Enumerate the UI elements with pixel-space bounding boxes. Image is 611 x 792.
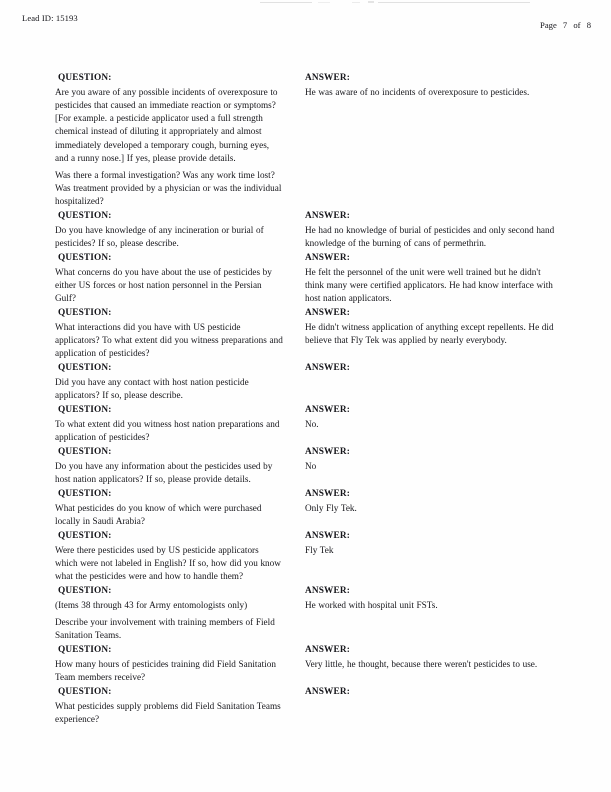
answer-label: ANSWER: [305,447,350,457]
answer-column [305,585,555,612]
question-column [55,404,283,444]
question-label: QUESTION: [58,645,112,655]
question-label: QUESTION: [58,211,112,221]
answer-label: ANSWER: [305,687,350,697]
question-text: What interactions did you have with US pesticide applicators? To what extent did you witness preparations and application of pesticides? [55,322,283,359]
qa-body [0,72,611,728]
answer-text: He worked with hospital unit FSTs. [305,600,438,611]
question-column [55,488,283,528]
question-label: QUESTION: [58,687,112,697]
page-total: 8 [586,20,591,30]
question-text: Describe your involvement with training members of Field Sanitation Teams. [55,617,275,641]
question-text: Do you have knowledge of any incineration or burial of pesticides? If so, please describe. [55,225,264,249]
question-label: QUESTION: [58,586,112,596]
answer-label: ANSWER: [305,253,350,263]
question-text: How many hours of pesticides training did Field Sanitation Team members receive? [55,659,276,683]
question-column [55,530,283,583]
question-text: What concerns do you have about the use of pesticides by either US forces or host nation personnel in the Persian Gulf? [55,267,272,304]
qa-row [0,530,611,585]
question-text: To what extent did you witness host nation preparations and application of pesticides? [55,419,280,443]
answer-label: ANSWER: [305,363,350,373]
question-text: Did you have any contact with host nation pesticide applicators? If so, please describe. [55,377,249,401]
answer-label: ANSWER: [305,211,350,221]
answer-text: He was aware of no incidents of overexposure to pesticides. [305,87,530,98]
question-column [55,585,283,642]
qa-row [0,686,611,728]
answer-label: ANSWER: [305,586,350,596]
page-current: 7 [562,20,568,30]
answer-text: He didn't witness application of anything except repellents. He did believe that Fly Tek was applied by nearly everybody. [305,322,554,346]
answer-column [305,446,555,473]
qa-row [0,307,611,362]
answer-label: ANSWER: [305,531,350,541]
answer-column [305,307,555,347]
answer-text: He felt the personnel of the unit were well trained but he didn't think many were certified applicators. He had know interface with host nation applicators. [305,267,553,304]
answer-label: ANSWER: [305,645,350,655]
answer-text: No [305,461,317,472]
question-column [55,210,283,250]
answer-text: He had no knowledge of burial of pesticides and only second hand knowledge of the burning of cans of permethrin. [305,225,555,249]
question-column [55,686,283,726]
qa-row [0,585,611,644]
answer-label: ANSWER: [305,308,350,318]
question-column [55,307,283,360]
question-text: (Items 38 through 43 for Army entomologists only) [55,600,248,611]
question-text: Were there pesticides used by US pesticide applicators which were not labeled in English? If so, how did you know what the pesticides were and how to handle them? [55,545,281,582]
qa-row [0,72,611,210]
document-header [0,0,611,46]
qa-row [0,404,611,446]
question-column [55,252,283,305]
page-number-indicator [538,20,593,30]
answer-text: Only Fly Tek. [305,503,357,514]
answer-column [305,362,555,376]
question-text: What pesticides supply problems did Field Sanitation Teams experience? [55,701,281,725]
answer-text: Very little, he thought, because there weren't pesticides to use. [305,659,538,670]
question-column [55,72,283,208]
question-text: Was there a formal investigation? Was any work time lost? Was treatment provided by a physician or was the individual hospitalized? [55,169,282,206]
answer-column [305,686,555,700]
answer-label: ANSWER: [305,489,350,499]
question-label: QUESTION: [58,308,112,318]
qa-row [0,210,611,252]
qa-row [0,488,611,530]
lead-id: Lead ID: 15193 [22,13,78,23]
answer-label: ANSWER: [305,405,350,415]
question-label: QUESTION: [58,447,112,457]
page-of-label: of [573,20,581,30]
answer-column [305,530,555,557]
answer-column [305,488,555,515]
question-text: Are you aware of any possible incidents of overexposure to pesticides that caused an immediate reaction or symptoms? [For example. a pesticide applicator used a full strength chemical instead of diluting it appropriately and almost immediately developed a temporary cough, burning eyes, and a runny nose.] If yes, please provide details. [55,87,278,163]
question-text: What pesticides do you know of which were purchased locally in Saudi Arabia? [55,503,262,527]
page-label: Page [540,20,557,30]
answer-label: ANSWER: [305,73,350,83]
question-label: QUESTION: [58,531,112,541]
answer-column [305,404,555,431]
answer-column [305,72,555,99]
question-label: QUESTION: [58,363,112,373]
answer-column [305,210,555,250]
question-label: QUESTION: [58,489,112,499]
question-column [55,644,283,684]
qa-row [0,446,611,488]
question-text: Do you have any information about the pesticides used by host nation applicators? If so, please provide details. [55,461,273,485]
answer-text: No. [305,419,319,430]
answer-column [305,252,555,305]
answer-column [305,644,555,671]
qa-row [0,644,611,686]
qa-row [0,362,611,404]
question-label: QUESTION: [58,253,112,263]
question-column [55,362,283,402]
answer-text: Fly Tek [305,545,334,556]
question-label: QUESTION: [58,405,112,415]
question-label: QUESTION: [58,73,112,83]
question-column [55,446,283,486]
qa-row [0,252,611,307]
